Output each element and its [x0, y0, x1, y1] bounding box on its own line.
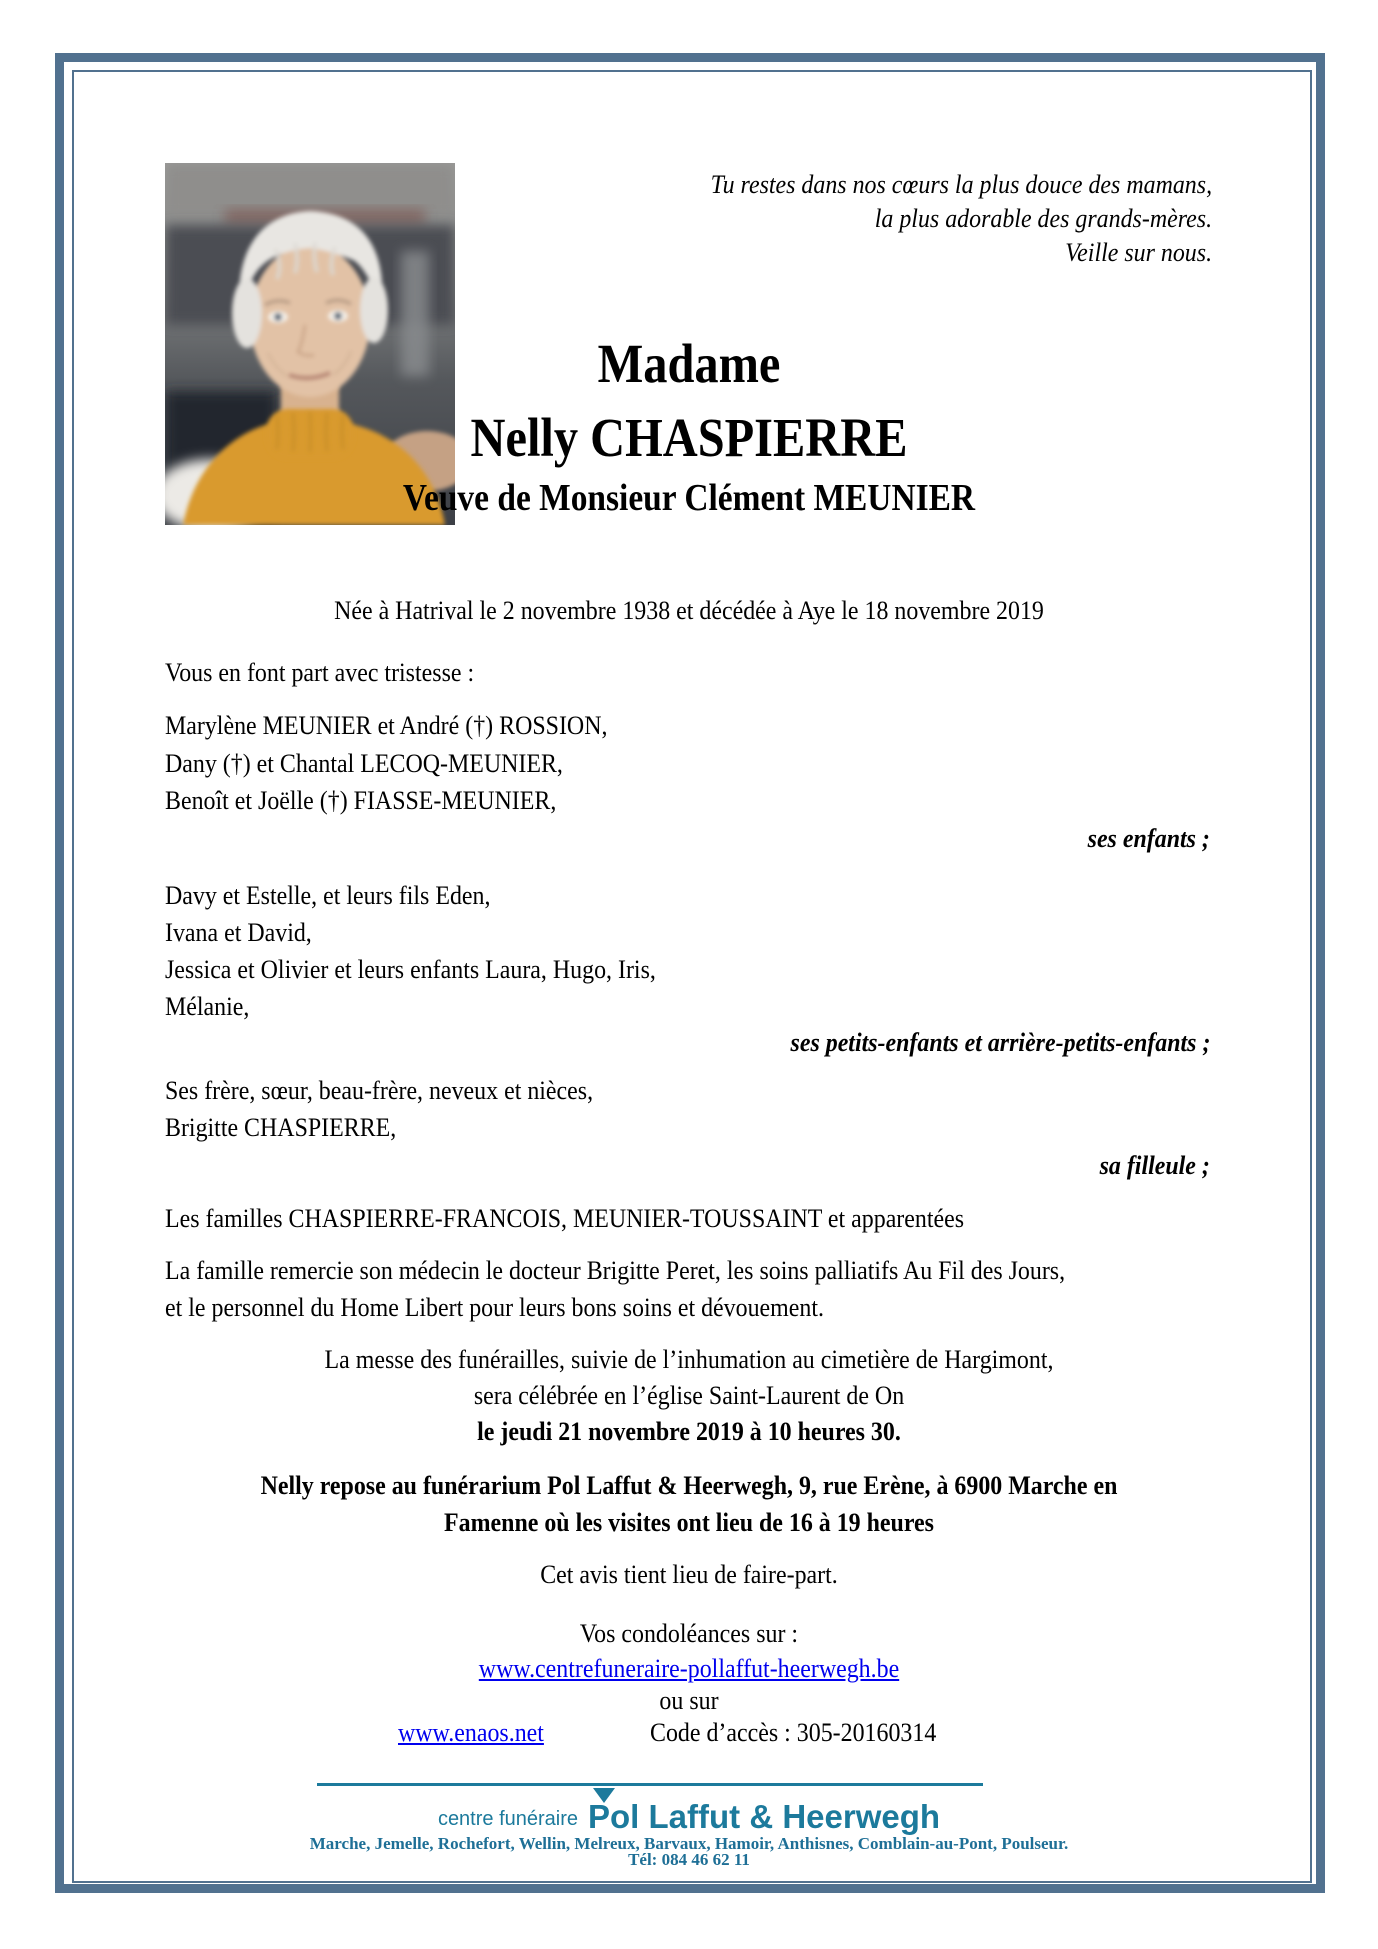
- children-line: Marylène MEUNIER et André (†) ROSSION,: [165, 711, 608, 740]
- repose-paragraph: [55, 1467, 1323, 1541]
- thanks-paragraph: [165, 1252, 1065, 1326]
- children-line: Benoît et Joëlle (†) FIASSE-MEUNIER,: [165, 786, 557, 815]
- logo-brand-name: Pol Laffut & Heerwegh: [588, 1798, 941, 1835]
- deceased-title-block: [0, 328, 1378, 520]
- families-line: Les familles CHASPIERRE-FRANCOIS, MEUNIER-TOUSSAINT et apparentées: [165, 1204, 965, 1233]
- access-code: Code d’accès : 305-20160314: [650, 1718, 937, 1747]
- logo-prefix: centre funéraire: [437, 1808, 579, 1830]
- main-website-link[interactable]: www.centrefuneraire-pollaffut-heerwegh.be: [478, 1654, 900, 1683]
- relatives-list: [165, 1072, 593, 1146]
- grandchildren-line: Davy et Estelle, et leurs fils Eden,: [165, 881, 491, 910]
- children-line: Dany (†) et Chantal LECOQ-MEUNIER,: [165, 748, 563, 778]
- relatives-line: Ses frère, sœur, beau-frère, neveux et nièces,: [165, 1076, 594, 1105]
- repose-line: Nelly repose au funérarium Pol Laffut & Heerwegh, 9, rue Erène, à 6900 Marche en: [260, 1471, 1118, 1500]
- condolences-intro: Vos condoléances sur :: [579, 1619, 799, 1648]
- footer-cities: Marche, Jemelle, Rochefort, Wellin, Melreux, Barvaux, Hamoir, Anthisnes, Comblain-au-Pont, Poulseur.: [309, 1834, 1069, 1853]
- children-label: ses enfants ;: [1087, 824, 1210, 853]
- mass-line: La messe des funérailles, suivie de l’inhumation au cimetière de Hargimont,: [324, 1345, 1054, 1374]
- deceased-widow-line: Veuve de Monsieur Clément MEUNIER: [402, 477, 976, 519]
- announcement-intro: Vous en font part avec tristesse :: [165, 658, 475, 687]
- relatives-line: Brigitte CHASPIERRE,: [165, 1113, 397, 1142]
- footer-phone: Tél: 084 46 62 11: [628, 1850, 750, 1869]
- quote-line: Tu restes dans nos cœurs la plus douce des mamans,: [710, 170, 1212, 199]
- grandchildren-line: Mélanie,: [165, 992, 250, 1021]
- funeral-home-logo: [0, 1800, 1378, 1834]
- children-list: [165, 707, 607, 820]
- memorial-quote: [711, 168, 1212, 270]
- grandchildren-list: [165, 877, 656, 1025]
- footer-divider-rule: [317, 1783, 983, 1786]
- quote-line: la plus adorable des grands-mères.: [874, 204, 1212, 233]
- deceased-salutation: Madame: [597, 333, 781, 394]
- repose-line: Famenne où les visites ont lieu de 16 à 19 heures: [444, 1508, 934, 1537]
- grandchildren-line: Jessica et Olivier et leurs enfants Laura, Hugo, Iris,: [165, 955, 656, 984]
- notice-line: Cet avis tient lieu de faire-part.: [540, 1560, 838, 1589]
- enaos-link[interactable]: www.enaos.net: [398, 1718, 544, 1747]
- or-text: ou sur: [659, 1686, 719, 1715]
- life-dates: Née à Hatrival le 2 novembre 1938 et décédée à Aye le 18 novembre 2019: [334, 596, 1044, 625]
- mass-paragraph: [55, 1342, 1323, 1450]
- mass-line: sera célébrée en l’église Saint-Laurent de On: [473, 1381, 905, 1410]
- relatives-label: sa filleule ;: [1099, 1151, 1210, 1180]
- deceased-name: Nelly CHASPIERRE: [470, 407, 908, 468]
- grandchildren-label: ses petits-enfants et arrière-petits-enfants ;: [790, 1028, 1210, 1057]
- grandchildren-line: Ivana et David,: [165, 918, 312, 947]
- thanks-line: et le personnel du Home Libert pour leurs bons soins et dévouement.: [165, 1293, 824, 1322]
- thanks-line: La famille remercie son médecin le docteur Brigitte Peret, les soins palliatifs Au Fil des Jours,: [165, 1256, 1066, 1285]
- mass-datetime: le jeudi 21 novembre 2019 à 10 heures 30.: [477, 1417, 901, 1446]
- quote-line: Veille sur nous.: [1065, 238, 1212, 267]
